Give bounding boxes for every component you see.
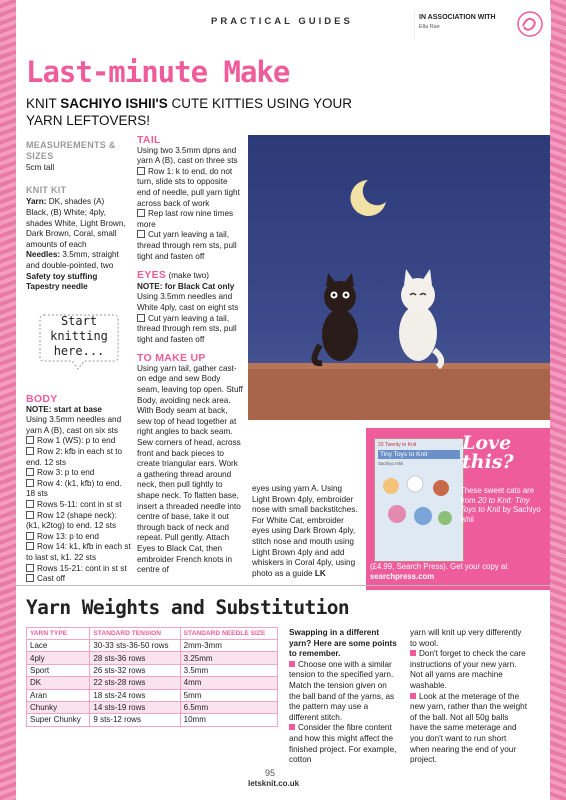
checkbox-icon[interactable] [26,468,34,476]
checkbox-icon[interactable] [26,511,34,519]
table-cell: 3.5mm [180,664,277,676]
article-subtitle [26,95,386,129]
subtitle-designer: SACHIYO ISHII'S [60,96,168,111]
table-cell: DK [27,677,90,689]
checkbox-icon[interactable] [137,209,145,217]
column-swap-tips [289,628,399,766]
page-number: 95 [265,768,276,778]
eyes-heading-note: (make two) [166,271,209,281]
body-row: Row 1 (WS): p to end [26,436,132,447]
promo-book-title: 20 to Knit: Tiny Toys to Knit [460,495,530,515]
body-row: Row 4: (k1, kfb) to end. 18 sts [26,478,122,499]
checkbox-icon[interactable] [26,532,34,540]
book-toys-icon [375,466,461,546]
body-row: Row 14: k1, kfb in each st to last st, k1. 22 sts [26,542,131,562]
make-up-text: Using yarn tail, gather cast-on edge and sew Body seam, leaving top open. Stuff Body, avoiding neck area. With Body seam at back, sew top of head together at right angles to back seam. Sew corners of head, across front and back pieces to create triangular ears. Work a gathering thread around neck, then pull tightly to shape neck. To flatten base, insert a threaded needle into centre of base, take it out through back of neck and repeat. Pull gently. Attach Eyes to Black Cat, then embroider French knots in centre of [137,363,243,575]
tip-item: Look at the meterage of the new yarn, rather than the weight of the ball. Not all 50g balls have the same meterage and you don't want to run short when nearing the end of your project. [410,691,527,765]
eyes-heading: EYES [137,269,167,282]
body-row: Row 13: p to end [26,532,132,543]
eyes-intro: Using 3.5mm needles and White 4ply, cast on eight sts [137,292,239,312]
body-row: Cast off [26,574,132,585]
knit-border-left [0,0,16,800]
tail-row: Rep last row nine times more [137,209,234,229]
table-cell: 4ply [27,652,90,664]
bullet-square-icon [410,693,416,699]
section-divider [16,585,550,586]
book-cover-author: Sachiyo Ishii [378,461,404,466]
eyes-heading-line [137,270,243,282]
checkbox-icon[interactable] [137,230,145,238]
bullet-square-icon [289,661,295,667]
body-row: Row 2: kfb in each st to end. 12 sts [26,446,123,467]
bubble-line-2: knitting [50,329,108,343]
checkbox-icon[interactable] [26,447,34,455]
column-header: YARN TYPE [27,628,90,640]
table-cell: Sport [27,664,90,676]
table-row [27,714,278,726]
column-kit [26,140,126,293]
promo-love: Love [462,432,512,454]
make-up-text-cont: eyes using yarn A. Using Light Brown 4ply, embroider nose with small backstitches. For White Cat, embroider eyes using Dark Brown 4ply, stitch nose and mouth using Light Brown 4ply and add whiskers in Coral 4ply, using photo as a guide LK [252,484,358,578]
knit-border-right [550,0,566,800]
table-cell: Aran [27,689,90,701]
body-row: Rows 15-21: cont in st st [26,564,132,575]
promo-url-link[interactable]: searchpress.com [370,571,435,581]
table-row [27,652,278,664]
yarn-spec [26,197,126,250]
ella-rae-logo-icon [515,10,545,38]
table-cell: 3.25mm [180,652,277,664]
checkbox-icon[interactable] [26,542,34,550]
checkbox-icon[interactable] [137,167,145,175]
table-cell: 6.5mm [180,701,277,713]
body-note: NOTE: start at base [26,404,102,414]
body-row: Row 3: p to end [26,468,132,479]
book-series: 20 Twenty to Knit [378,442,417,448]
body-row: Row 12 (shape neck): (k1, k2tog) to end. 12 sts [26,510,117,531]
checkbox-icon[interactable] [26,436,34,444]
table-row [27,640,278,652]
magazine-page [16,0,550,800]
body-heading: BODY [26,393,58,405]
body-row: Rows 5-11: cont in st st [26,500,132,511]
column-header: STANDARD NEEDLE SIZE [180,628,277,640]
column-make-up-cont [252,484,362,579]
needles-text: 3.5mm, straight and double-pointed, two [26,250,119,270]
author-initials: LK [314,568,326,578]
yarn-section-title: Yarn Weights and Substitution [26,596,350,619]
column-header: STANDARD TENSION [90,628,180,640]
knit-kit-heading: KNIT KIT [26,184,67,195]
table-cell: 22 sts-28 rows [90,677,180,689]
column-swap-tips-2 [410,628,528,766]
book-cover-title: Tiny Toys to Knit [378,450,460,459]
association-label: IN ASSOCIATION WITH [419,14,496,21]
association-name: Ella Rae [419,24,440,30]
body-intro: Using 3.5mm needles and yarn A (B), cast on six sts [26,415,122,435]
tip-item-cont: yarn will knit up very differently to wool. [410,628,522,648]
measurements-value: 5cm tall [26,163,55,173]
needles-label: Needles: [26,250,61,260]
make-up-heading: TO MAKE UP [137,352,206,365]
table-cell: Chunky [27,701,90,713]
subtitle-pre: KNIT [26,96,61,111]
measurements-heading: MEASUREMENTS & SIZES [26,140,116,161]
table-cell: Super Chunky [27,714,90,726]
table-cell: 26 sts-32 rows [90,664,180,676]
page-header [16,0,550,42]
tail-heading: TAIL [137,134,161,146]
table-cell: 5mm [180,689,277,701]
tip-item: Don't forget to check the care instructions of your new yarn. Not all yarns are machine washable. [410,649,526,690]
bubble-line-3: here... [53,344,105,358]
book-cover-image [374,438,464,562]
table-row [27,677,278,689]
table-row [27,664,278,676]
table-cell: 9 sts-12 rows [90,714,180,726]
checkbox-icon[interactable] [26,479,34,487]
table-cell: Lace [27,640,90,652]
table-header-row [27,628,278,640]
bullet-square-icon [289,724,295,730]
association-badge [414,10,551,40]
section-label: PRACTICAL GUIDES [211,16,353,27]
tip-item: Choose one with a similar tension to the specified yarn. Match the tension given on the ball band of the yarns, as the pattern may use a different stitch. [289,659,395,722]
checkbox-icon[interactable] [26,574,34,582]
table-cell: 2mm-3mm [180,640,277,652]
table-cell: 28 sts-36 rows [90,652,180,664]
book-promo [366,428,550,590]
tapestry-item: Tapestry needle [26,282,88,292]
tail-intro: Using two 3.5mm dpns and yarn A (B), cast on three sts [137,145,238,166]
tail-row: Cut yarn leaving a tail, thread through rem sts, pull tight and fasten off [137,230,237,261]
swap-heading: Swapping in a different yarn? Here are some points to remember. [289,628,397,659]
tip-item: Consider the fibre content and how this might affect the finished project. For example, cotton [289,723,397,765]
checkbox-icon[interactable] [26,500,34,508]
stuffing-item: Safety toy stuffing [26,271,98,281]
checkbox-icon[interactable] [26,564,34,572]
table-cell: 4mm [180,677,277,689]
yarn-weights-table [26,627,278,727]
needles-spec [26,250,126,271]
bubble-line-1: Start [60,314,98,328]
subtitle-post: CUTE KITTIES USING YOUR YARN LEFTOVERS! [26,96,353,128]
promo-text-price: (£4.99, Search Press). Get your copy at searchpress.com [370,562,508,581]
article-title: Last-minute Make [26,55,290,89]
tail-row: Row 1: k to end, do not turn, slide sts to opposite end of needle, pull yarn tight across back of work [137,166,240,208]
footer-url[interactable]: letsknit.co.uk [248,779,300,788]
eyes-row: Cut yarn leaving a tail, thread through rem sts, pull tight and fasten off [137,313,237,344]
table-row [27,701,278,713]
column-body [26,394,132,585]
kitties-photo [248,135,550,420]
checkbox-icon[interactable] [137,314,145,322]
yarn-label: Yarn: [26,197,47,207]
table-cell: 14 sts-19 rows [90,701,180,713]
bubble-text [38,314,120,359]
yarn-text: DK, shades (A) Black, (B) White; 4ply, shades White, Light Brown, Dark Brown, Coral, small amounts of each [26,197,126,249]
table-cell: 30-33 sts-36-50 rows [90,640,180,652]
promo-this: this? [462,451,514,473]
column-tail-eyes [137,135,243,576]
promo-love-heading [462,434,514,472]
table-cell: 18 sts-24 rows [90,689,180,701]
start-here-bubble [38,311,120,371]
eyes-note: NOTE: for Black Cat only [137,281,235,291]
bullet-square-icon [410,650,416,656]
promo-text: These sweet cats are from 20 to Knit: Tiny Toys to Knit by Sachiyo Ishii [460,486,541,524]
table-cell: 10mm [180,714,277,726]
table-row [27,689,278,701]
